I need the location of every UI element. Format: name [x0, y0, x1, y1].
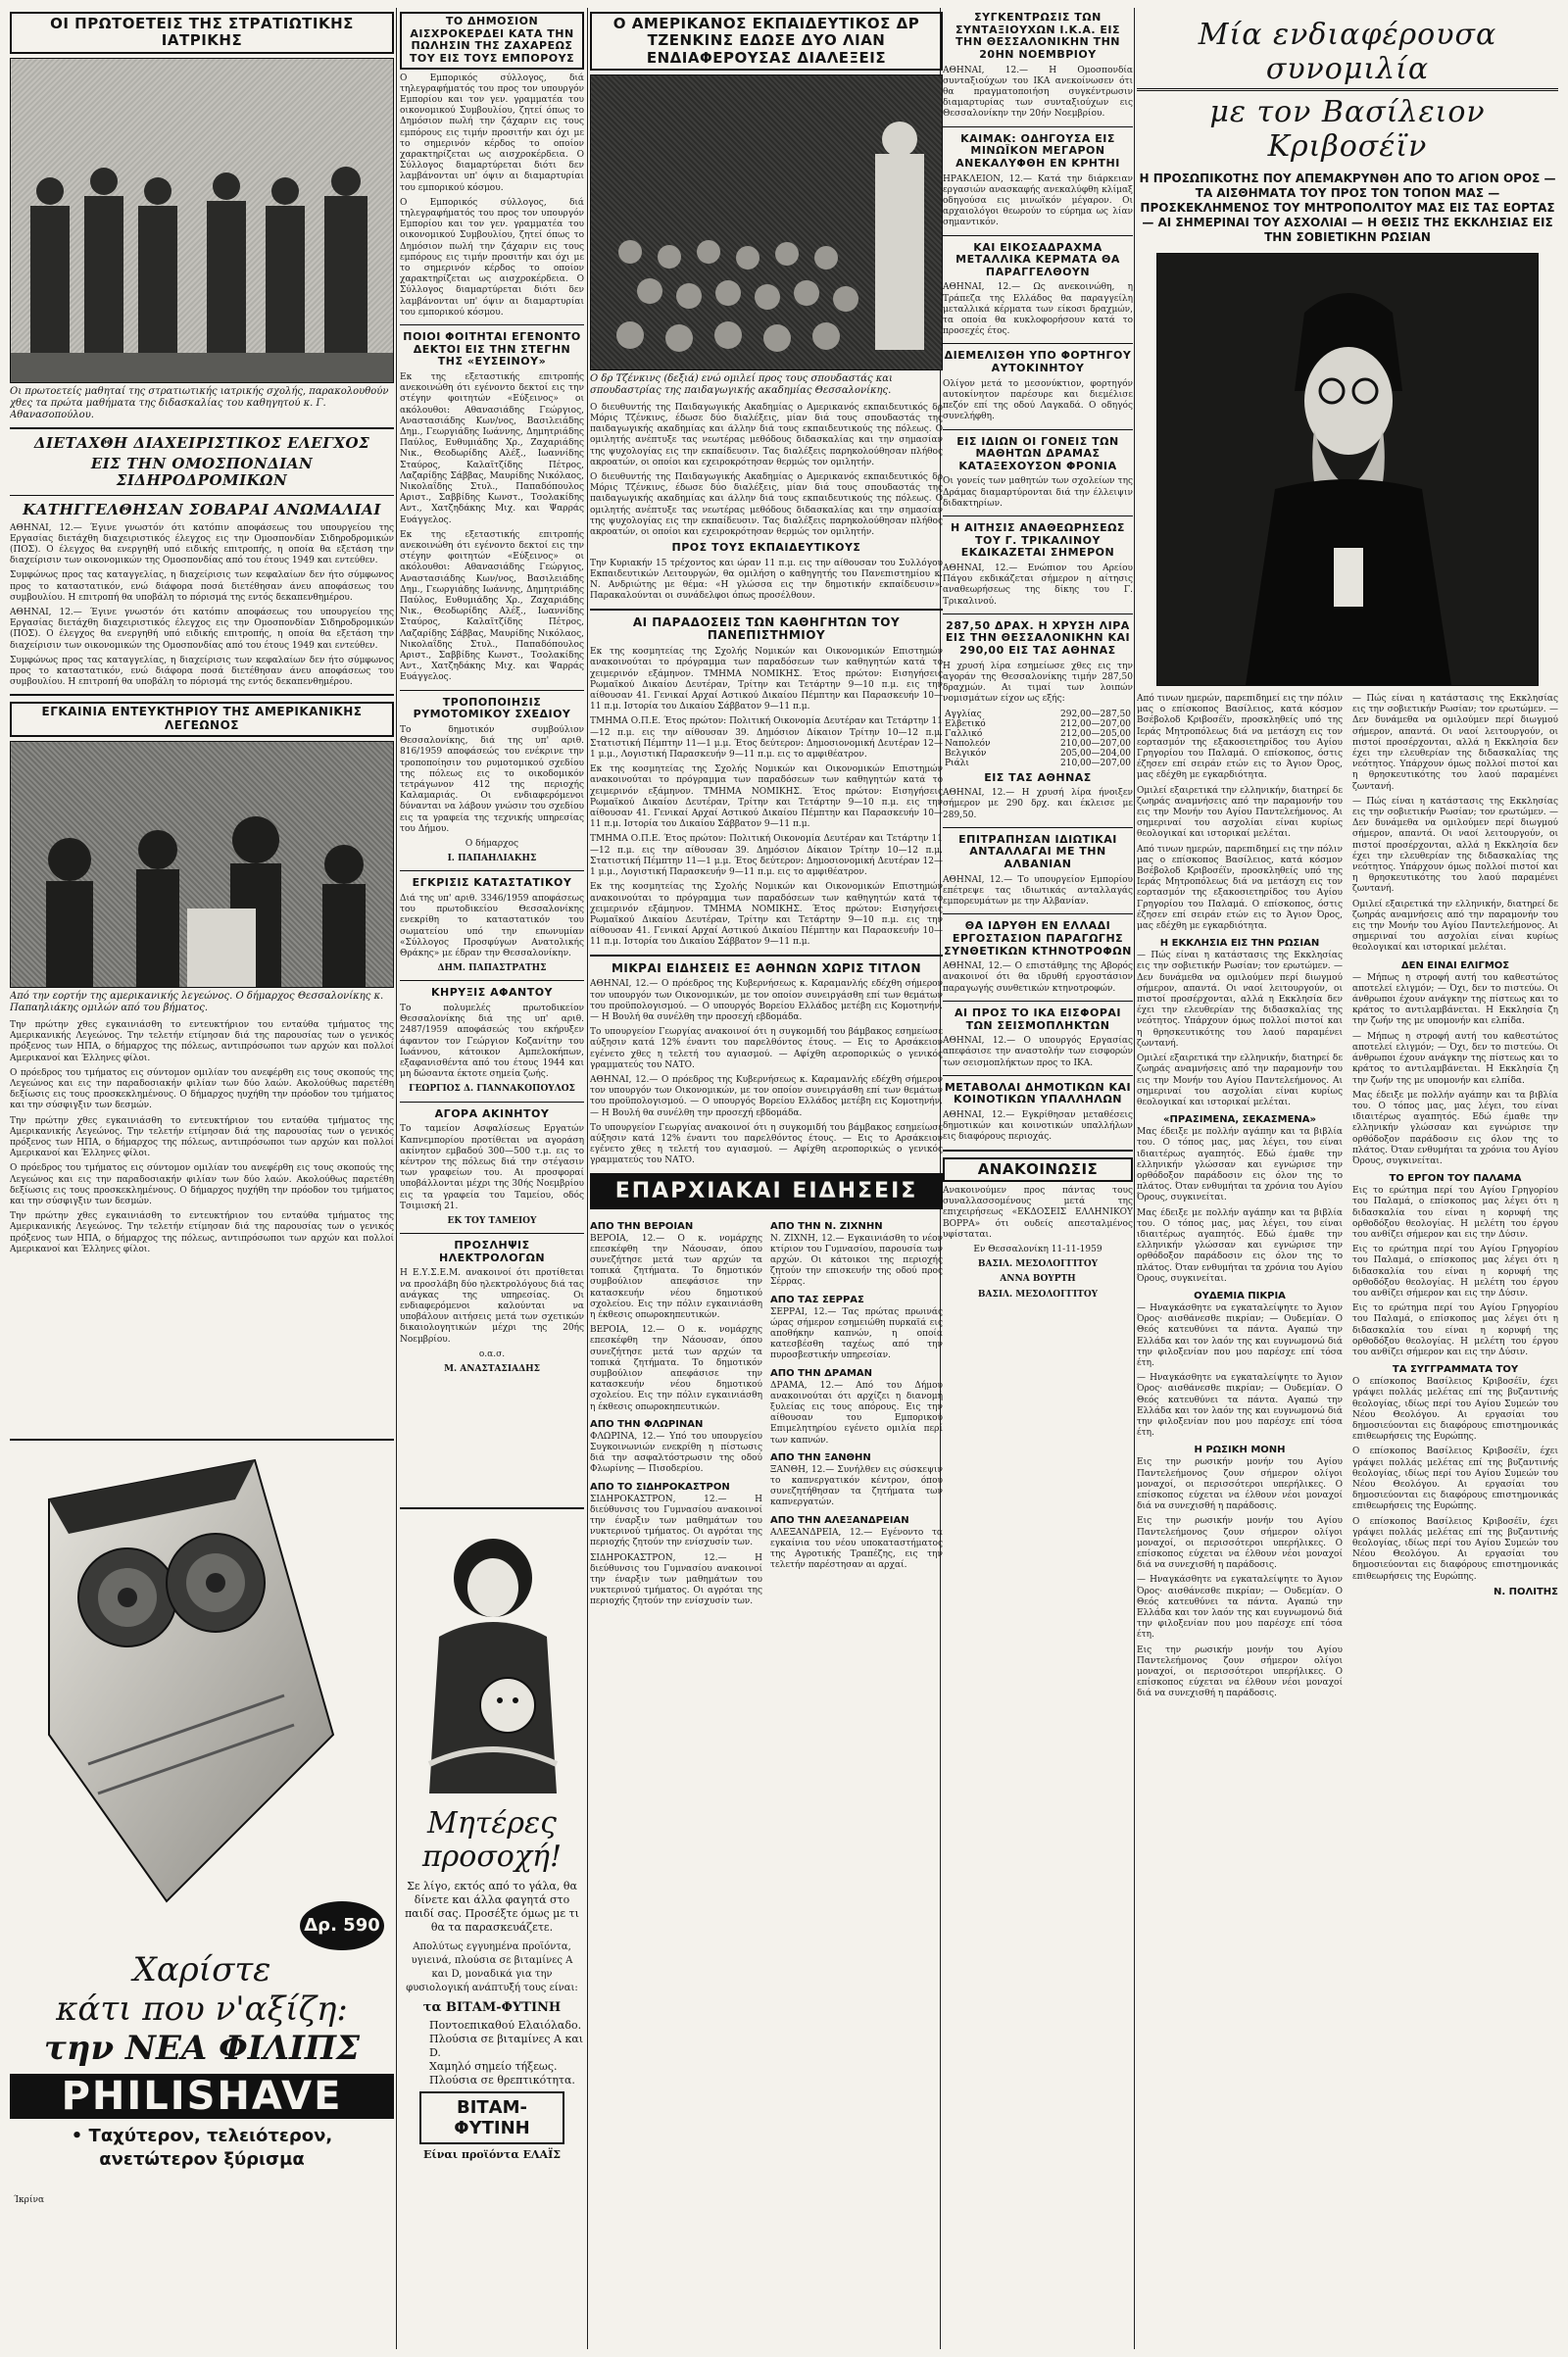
divider: [590, 609, 943, 611]
photo-figures: [591, 75, 943, 369]
article-text: Από τινων ημερών, παρεπιδημεί εις την πόλιν μας ο επίσκοπος Βασίλειος, κατά κόσμον Βσέβολοδ Κριβοσέϊν, προσκληθείς υπό της Ιεράς Μητροπόλεως διά να μετάσχη εις τον εορτασμόν της εξακοσιετηρίδος του Αγίου Γρηγορίου του Παλαμά. Ο επίσκοπος, όστις έζησεν επί σειράν ετών εις το Άγιον Όρος, μας εδέχθη με εγκαρδιότητα.: [1137, 694, 1344, 781]
headline: Ο ΑΜΕΡΙΚΑΝΟΣ ΕΚΠΑΙΔΕΥΤΙΚΟΣ ΔΡ ΤΖΕΝΚΙΝΣ ΕΔΩΣΕ ΔΥΟ ΛΙΑΝ ΕΝΔΙΑΦΕΡΟΥΣΑΣ ΔΙΑΛΕΞΕΙΣ: [590, 12, 943, 71]
headline: ΠΟΙΟΙ ΦΟΙΤΗΤΑΙ ΕΓΕΝΟΝΤΟ ΔΕΚΤΟΙ ΕΙΣ ΤΗΝ ΣΤΕΓΗΝ ΤΗΣ «ΕΥΣΕΙΝΟΥ»: [403, 330, 581, 368]
brand-logo: ΒΙΤΑΜ-ΦΥΤΙΝΗ: [419, 2091, 564, 2144]
feature-title: με τον Βασίλειον Κριβοσέϊν: [1209, 95, 1486, 164]
article-text: Ο πρόεδρος του τμήματος εις σύντομον ομιλίαν του ανεφέρθη εις τους σκοπούς της Λεγεώνος και εις την παραδοσιακήν φιλίαν των δύο λαών. Ακολούθως παρετέθη δεξίωσις εις τους προσκεκλημένους. Ο δήμαρχος ηυχήθη την πρόοδον του τμήματος και την σύσφιγξιν των δεσμών.: [10, 1067, 394, 1111]
headline: ΑΙ ΠΡΟΣ ΤΟ ΙΚΑ ΕΙΣΦΟΡΑΙ ΤΩΝ ΣΕΙΣΜΟΠΛΗΚΤΩΝ: [954, 1006, 1122, 1032]
article-text: Εις την ρωσικήν μονήν του Αγίου Παντελεήμονος ζουν σήμερον ολίγοι μοναχοί, οι περισσότεροι υπερήλικες. Ο επίσκοπος εύχεται να έλθουν νέοι μοναχοί διά να συνεχισθή η παράδοσις.: [1137, 1516, 1343, 1571]
photo-caption: Οι πρωτοετείς μαθηταί της στρατιωτικής ιατρικής σχολής, παρακολουθούν χθες τα πρώτα μαθήματα της διδασκαλίας του καθηγητού κ. Γ. Αθανασοπούλου.: [10, 385, 389, 420]
rate-value: 212,00—207,00: [1060, 718, 1131, 729]
divider: [10, 495, 394, 496]
article-text: Εις την ρωσικήν μονήν του Αγίου Παντελεήμονος ζουν σήμερον ολίγοι μοναχοί, οι περισσότεροι υπερήλικες. Ο επίσκοπος εύχεται να έλθουν νέοι μοναχοί διά να συνεχισθή η παράδοσις.: [1137, 1457, 1343, 1512]
divider: [943, 913, 1133, 914]
article-text: Μας έδειξε με πολλήν αγάπην και τα βιβλία του. Ο τόπος μας, μας λέγει, του είναι ιδιαιτέρως αγαπητός. Εδώ έμαθε την ελληνικήν γλώσσαν και εγνώρισε την ορθόδοξον παράδοσιν εις όλον της το πλάτος. Όταν ενθυμήται τα χρόνια του Αγίου Όρους, συγκινείται.: [1137, 1127, 1343, 1203]
divider: [400, 690, 584, 691]
article-text: ΑΘΗΝΑΙ, 12.— Ως ανεκοινώθη, η Τράπεζα της Ελλάδος θα παραγγείλη μεταλλικά κέρματα των είκοσι δραχμών, τα οποία θα κυκλοφορήσουν κατά το προσεχές έτος.: [943, 282, 1133, 337]
headline: ΟΙ ΠΡΩΤΟΕΤΕΙΣ ΤΗΣ ΣΤΡΑΤΙΩΤΙΚΗΣ ΙΑΤΡΙΚΗΣ: [10, 12, 394, 54]
rate-value: 212,00—205,00: [1060, 728, 1131, 739]
rate-row: [943, 749, 1133, 759]
signature: ο.α.σ.: [478, 1349, 506, 1359]
article-text: Η χρυσή λίρα εσημείωσε χθες εις την αγοράν της Θεσσαλονίκης τιμήν 287,50 δραχμών. Αι τιμαί των λοιπών νομισμάτων είχον ως εξής:: [943, 661, 1133, 705]
article-text: Ομιλεί εξαιρετικά την ελληνικήν, διατηρεί δε ζωηράς αναμνήσεις από την παραμονήν του εις την Μονήν του Αγίου Παντελεήμονος. Αι σημεριναί του ασχολίαι είναι κυρίως θεολογικαί και ιστορικαί μελέται.: [1137, 1054, 1343, 1107]
headline: ΚΑΙ ΕΙΚΟΣΑΔΡΑΧΜΑ ΜΕΤΑΛΛΙΚΑ ΚΕΡΜΑΤΑ ΘΑ ΠΑΡΑΓΓΕΛΘΟΥΝ: [956, 240, 1120, 278]
article-text: Την πρώτην χθες εγκαινιάσθη το εντευκτήριον του ενταύθα τμήματος της Αμερικανικής Λεγεώνος. Την τελετήν ετίμησαν διά της παρουσίας των ο γενικός πρόξενος των ΗΠΑ, ο δήμαρχος της πόλεως, αντιπρόσωποι των αρχών και πολλοί Αμερικανοί και Έλληνες φίλοι.: [10, 1115, 394, 1159]
article-text: Το υπουργείον Γεωργίας ανακοινοί ότι η συγκομιδή του βάμβακος εσημείωσε αύξησιν κατά 12% έναντι του παρελθόντος έτους. — Εις το Αρσάκειον εγένετο χθες η τελετή του αγιασμού. — Αφίχθη αεροπορικώς ο γενικός γραμματεύς του ΝΑΤΟ.: [590, 1027, 943, 1070]
column-5: [1137, 8, 1558, 2350]
headline: ΔΙΕΤΑΧΘΗ ΔΙΑΧΕΙΡΙΣΤΙΚΟΣ ΕΛΕΓΧΟΣ: [33, 433, 370, 452]
column-1: [10, 8, 394, 2350]
divider: [943, 429, 1133, 430]
subheading: Η ΕΚΚΛΗΣΙΑ ΕΙΣ ΤΗΝ ΡΩΣΙΑΝ: [1159, 938, 1320, 950]
article-text: ΑΘΗΝΑΙ, 12.— Ενώπιον του Αρείου Πάγου εκδικάζεται σήμερον η αίτησις αναθεωρήσεως της δίκης του Γ. Τρικαλινού.: [943, 564, 1133, 607]
rate-row: [943, 719, 1133, 729]
subheading: ΤΑ ΣΥΓΓΡΑΜΜΑΤΑ ΤΟΥ: [1392, 1364, 1519, 1376]
feature-body-left: [1137, 694, 1343, 1704]
article-text: Το πολυμελές πρωτοδικείον Θεσσαλονίκης διά της υπ' αριθ. 2487/1959 αποφάσεώς του εκήρυξεν άφαντον τον Γεώργιον Κοζανίτην του Ιωάννου, κάτοικον Αμπελοκήπων, εξαφανισθέντα από του έτους 1944 και μη δώσαντα έκτοτε σημεία ζωής.: [400, 1004, 584, 1080]
article-text: Το ταμείον Ασφαλίσεως Εργατών Καπνεμπορίου προτίθεται να αγοράση ακίνητον εμβαδού 300—500 τ.μ. εις το κέντρον της πόλεως διά την στέγασιν των γραφείων του. Αι προσφοραί υποβάλλονται μέχρι της 30ής Νοεμβρίου εις τα γραφεία του Ταμείου, οδός Τσιμισκή 21.: [400, 1124, 584, 1211]
article-text: — Ηναγκάσθητε να εγκαταλείψητε το Άγιον Όρος· αισθάνεσθε πικρίαν; — Ουδεμίαν. Ο Θεός κατευθύνει τα πάντα. Αγαπώ την Ελλάδα και τον λαόν της και ευγνωμονώ διά την φιλοξενίαν που μου παρέσχε επί τόσα έτη.: [1137, 1302, 1343, 1368]
article-text: ΑΛΕΞΑΝΔΡΕΙΑ, 12.— Εγένοντο τα εγκαίνια του νέου υποκαταστήματος της Αγροτικής Τραπέζης, εις την τελετήν παρέστησαν αι αρχαί.: [770, 1527, 943, 1571]
article-text: ΤΜΗΜΑ Ο.Π.Ε. Έτος πρώτον: Πολιτική Οικονομία Δευτέραν και Τετάρτην 11—12 π.μ. εις την αίθουσαν 39. Δημόσιον Δίκαιον Τρίτην 10—12 π.μ. Στατιστική Πέμπτην 11—1 μ.μ. Έτος δεύτερον: Δημοσιονομική Δευτέραν 12—1 μ.μ., Λογιστική Παρασκευήν 9—11 π.μ. εις το αμφιθέατρον.: [590, 834, 943, 878]
signature: Ο δήμαρχος: [465, 838, 519, 849]
photo-figures: [11, 742, 394, 987]
feature-title: Μία ενδιαφέρουσα συνομιλία: [1198, 18, 1497, 86]
article-text: Ολίγον μετά το μεσονύκτιον, φορτηγόν αυτοκίνητον παρέσυρε και διεμέλισε πεζόν επί της οδού Λαγκαδά. Ο οδηγός συνελήφθη.: [943, 378, 1133, 422]
headline: ΘΑ ΙΔΡΥΘΗ ΕΝ ΕΛΛΑΔΙ ΕΡΓΟΣΤΑΣΙΟΝ ΠΑΡΑΓΩΓΗΣ ΣΥΝΘΕΤΙΚΩΝ ΚΤΗΝΟΤΡΟΦΩΝ: [944, 919, 1132, 958]
divider: [943, 235, 1133, 236]
article-text: Την πρώτην χθες εγκαινιάσθη το εντευκτήριον του ενταύθα τμήματος της Αμερικανικής Λεγεώνος. Την τελετήν ετίμησαν διά της παρουσίας των ο γενικός πρόξενος των ΗΠΑ, ο δήμαρχος της πόλεως, αντιπρόσωποι των αρχών και πολλοί Αμερικανοί και Έλληνες φίλοι.: [10, 1211, 394, 1254]
article-text: ΑΘΗΝΑΙ, 12.— Έγινε γνωστόν ότι κατόπιν αποφάσεως του υπουργείου της Εργασίας διετάχθη διαχειριστικός έλεγχος εις την Ομοσπονδίαν Σιδηροδρομικών (ΠΟΣ). Ο έλεγχος θα ενεργηθή υπό ειδικής επιτροπής, η οποία θα εξετάση την διαχείρισιν των οικονομικών της Ομοσπονδίας από του έτους 1949 και εντεύθεν.: [10, 607, 394, 651]
photo-military-students: [10, 58, 394, 383]
news-place: ΑΠΟ ΤΗΝ ΒΕΡΟΙΑΝ: [590, 1220, 694, 1232]
ad-headline: προσοχή!: [421, 1840, 563, 1874]
article-text: ΑΘΗΝΑΙ, 12.— Ο επιστάθμης της Αβορός ανακοινοί ότι θα ιδρυθή εργοστάσιον παραγωγής συνθετικών κτηνοτροφών.: [943, 961, 1133, 994]
article-text: — Πώς είναι η κατάστασις της Εκκλησίας εις την σοβιετικήν Ρωσίαν; τον ερωτώμεν. — Δεν δυνάμεθα να ομιλούμεν περί διωγμού σήμερον, απαντά. Οι ναοί λειτουργούν, οι πιστοί προσέρχονται, αλλά η Εκκλησία δεν έχει την ελευθερίαν της διδασκαλίας της νεότητος. Υπάρχουν όμως πολλοί πιστοί και η θρησκευτικότης του λαού παραμένει ζωντανή.: [1137, 951, 1343, 1049]
article-text: Οι γονείς των μαθητών των σχολείων της Δράμας διαμαρτύρονται διά την έλλειψιν διδακτηρίων.: [943, 476, 1133, 509]
photo-legion-event: [10, 741, 394, 988]
ad-slogan: την ΝΕΑ ΦΙΛΙΠΣ: [43, 2029, 361, 2068]
author-signature: Ν. ΠΟΛΙΤΗΣ: [1493, 1586, 1558, 1597]
article-text: Ο διευθυντής της Παιδαγωγικής Ακαδημίας ο Αμερικανός εκπαιδευτικός δρ Μόρις Τζένκινς, έδωσε δύο διαλέξεις, μίαν διά τους σπουδαστάς της παιδαγωγικής ακαδημίας και άλλην διά τους εκπαιδευτικούς της πόλεως. Ο ομιλητής ανέπτυξε τας νεωτέρας μεθόδους διδασκαλίας και την σημασίαν της ψυχολογίας εις την εκπαίδευσιν. Τας διαλέξεις παρηκολούθησαν πλήθος ακροατών, οι οποίοι και εχειροκρότησαν θερμώς τον ομιλητήν.: [590, 402, 943, 467]
subheading: ΤΟ ΕΡΓΟΝ ΤΟΥ ΠΑΛΑΜΑ: [1389, 1173, 1522, 1185]
article-text: Διά της υπ' αριθ. 3346/1959 αποφάσεως του πρωτοδικείου Θεσσαλονίκης ενεκρίθη το καταστατικόν του σωματείου υπό την επωνυμίαν «Σύλλογος Προσφύγων Ανατολικής Θράκης» με έδραν την Θεσσαλονίκην.: [400, 894, 584, 959]
rate-value: 210,00—207,00: [1060, 738, 1131, 749]
headline: ΕΙΣ ΤΗΝ ΟΜΟΣΠΟΝΔΙΑΝ ΣΙΔΗΡΟΔΡΟΜΙΚΩΝ: [90, 454, 314, 489]
signature: Ι. ΠΑΠΑΗΛΙΑΚΗΣ: [447, 854, 537, 864]
section-banner: ΕΠΑΡΧΙΑΚΑΙ ΕΙΔΗΣΕΙΣ: [590, 1173, 943, 1209]
brand-logo: PHILISHAVE: [10, 2074, 394, 2119]
article-text: Συμφώνως προς τας καταγγελίας, η διαχείρισις των κεφαλαίων δεν ήτο σύμφωνος προς το καταστατικόν, ενώ διάφορα ποσά διετέθησαν άνευ αποφάσεως του συμβουλίου. Η επιτροπή θα υποβάλη το πόρισμά της εντός δεκαπενθημέρου.: [10, 655, 394, 688]
feature-body: [1137, 694, 1558, 1704]
divider: [590, 955, 943, 957]
news-place: ΑΠΟ ΤΗΝ ΔΡΑΜΑΝ: [770, 1367, 872, 1379]
divider: [400, 1102, 584, 1103]
divider: [10, 427, 394, 429]
ad-body: Απολύτως εγγυημένα προϊόντα, υγιεινά, πλούσια σε βιταμίνες A και D, μοναδικά για την φυσιολογική ανάπτυξή τους είναι:: [406, 1941, 578, 1993]
article-text: — Μήπως η στροφή αυτή του καθεστώτος αποτελεί ελιγμόν; — Όχι, δεν το πιστεύω. Οι άνθρωποι έχουν ανάγκην της πίστεως και το κράτος το αντιλαμβάνεται. Η Εκκλησία ζη την ζωήν της με υπομονήν και ελπίδα.: [1352, 972, 1558, 1027]
rate-name: Αγγλίας: [945, 709, 982, 719]
article-text: — Ηναγκάσθητε να εγκαταλείψητε το Άγιον Όρος· αισθάνεσθε πικρίαν; — Ουδεμίαν. Ο Θεός κατευθύνει τα πάντα. Αγαπώ την Ελλάδα και τον λαόν της και ευγνωμονώ διά την φιλοξενίαν που μου παρέσχε επί τόσα έτη.: [1137, 1575, 1343, 1641]
article-text: ΑΘΗΝΑΙ, 12.— Ο πρόεδρος της Κυβερνήσεως κ. Καραμανλής εδέχθη σήμερον τον υπουργόν των Οικονομικών, με τον οποίον συνειργάσθη επί των θεμάτων του προϋπολογισμού. — Ο υπουργός Βορείου Ελλάδος μετέβη εις Κομοτηνήν. — Η Βουλή θα συνέλθη την προσεχή εβδομάδα.: [590, 979, 943, 1022]
article-text: Εις το ερώτημα περί του Αγίου Γρηγορίου του Παλαμά, ο επίσκοπος μας λέγει ότι η διδασκαλία του είναι η κορυφή της ορθοδόξου θεολογίας. Η μελέτη του έργου του ανθίζει σήμερον και εις την Δύσιν.: [1352, 1303, 1558, 1357]
article-text: ΑΘΗΝΑΙ, 12.— Το υπουργείον Εμπορίου επέτρεψε τας ιδιωτικάς ανταλλαγάς εμπορευμάτων με την Αλβανίαν.: [943, 874, 1133, 908]
vitam-advertisement: [400, 1507, 584, 2350]
article-text: ΒΕΡΟΙΑ, 12.— Ο κ. νομάρχης επεσκέφθη την Νάουσαν, όπου συνεζήτησε μετά των αρχών τα τοπικά ζητήματα. Το δημοτικόν συμβούλιον απεφάσισε την κατασκευήν νέου δημοτικού σχολείου. Εις την πόλιν εγκαινιάσθη η έκθεσις οπωροκηπευτικών.: [590, 1233, 762, 1320]
headline: ΚΗΡΥΞΙΣ ΑΦΑΝΤΟΥ: [430, 986, 554, 1000]
article-text: — Μήπως η στροφή αυτή του καθεστώτος αποτελεί ελιγμόν; — Όχι, δεν το πιστεύω. Οι άνθρωποι έχουν ανάγκην της πίστεως και το κράτος το αντιλαμβάνεται. Η Εκκλησία ζη την ζωήν της με υπομονήν και ελπίδα.: [1352, 1031, 1558, 1086]
article-text: ΣΙΔΗΡΟΚΑΣΤΡΟΝ, 12.— Η διεύθυνσις του Γυμνασίου ανακοινοί την έναρξιν των μαθημάτων του νυκτερινού τμήματος. Οι αγρόται της περιοχής ζητούν την ενίσχυσίν των.: [590, 1494, 762, 1548]
article-text: ΑΘΗΝΑΙ, 12.— Η Ομοσπονδία συνταξιούχων του ΙΚΑ ανεκοίνωσεν ότι θα πραγματοποιήση συγκέντρωσιν διαμαρτυρίας των συνταξιούχων εις Θεσσαλονίκην την 20ήν Νοεμβρίου.: [943, 65, 1133, 120]
article-text: — Πώς είναι η κατάστασις της Εκκλησίας εις την σοβιετικήν Ρωσίαν; τον ερωτώμεν. — Δεν δυνάμεθα να ομιλούμεν περί διωγμού σήμερον, απαντά. Οι ναοί λειτουργούν, οι πιστοί προσέρχονται, αλλά η Εκκλησία δεν έχει την ελευθερίαν της διδασκαλίας της νεότητος. Υπάρχουν όμως πολλοί πιστοί και η θρησκευτικότης του λαού παραμένει ζωντανή.: [1352, 694, 1558, 792]
ad-feature: • Ταχύτερον, τελειότερον,: [71, 2126, 333, 2146]
headline: ΚΑΤΗΓΓΕΛΘΗΣΑΝ ΣΟΒΑΡΑΙ ΑΝΩΜΑΛΙΑΙ: [23, 501, 381, 519]
article-text: ΤΜΗΜΑ Ο.Π.Ε. Έτος πρώτον: Πολιτική Οικονομία Δευτέραν και Τετάρτην 11—12 π.μ. εις την αίθουσαν 39. Δημόσιον Δίκαιον Τρίτην 10—12 π.μ. Στατιστική Πέμπτην 11—1 μ.μ. Έτος δεύτερον: Δημοσιονομική Δευτέραν 12—1 μ.μ., Λογιστική Παρασκευήν 9—11 π.μ. εις το αμφιθέατρον.: [590, 716, 943, 761]
headline: ΤΟ ΔΗΜΟΣΙΟΝ ΑΙΣΧΡΟΚΕΡΔΕΙ ΚΑΤΑ ΤΗΝ ΠΩΛΗΣΙΝ ΤΗΣ ΖΑΧΑΡΕΩΣ ΤΟΥ ΕΙΣ ΤΟΥΣ ΕΜΠΟΡΟΥΣ: [400, 12, 584, 70]
headline: ΑΙ ΠΑΡΑΔΟΣΕΙΣ ΤΩΝ ΚΑΘΗΓΗΤΩΝ ΤΟΥ ΠΑΝΕΠΙΣΤΗΜΙΟΥ: [632, 614, 901, 643]
article-text: Ο Εμπορικός σύλλογος, διά τηλεγραφήματός του προς τον υπουργόν Εμπορίου και τον γεν. γραμματέα του οικονομικού Συμβουλίου, ζητεί όπως το Δημόσιον πωλή την ζάχαριν εις τους εμπόρους εις τιμήν προσιτήν και όχι με το σημερινόν κέρδος το οποίον χαρακτηρίζεται ως αισχροκέρδεια. Ο Σύλλογος διαμαρτύρεται διότι δεν λαμβάνονται υπ' όψιν αι διαμαρτυρίαι του εμπορικού κόσμου.: [400, 197, 584, 318]
ad-feature: Πλούσια σε θρεπτικότητα.: [429, 2074, 575, 2087]
ad-slogan: Χαρίστε: [132, 1950, 271, 1989]
rate-value: 292,00—287,50: [1060, 709, 1131, 719]
article-text: Συμφώνως προς τας καταγγελίας, η διαχείρισις των κεφαλαίων δεν ήτο σύμφωνος προς το καταστατικόν, ενώ διάφορα ποσά διετέθησαν άνευ αποφάσεως του συμβουλίου. Η επιτροπή θα υποβάλη το πόρισμά της εντός δεκαπενθημέρου.: [10, 570, 394, 603]
photo-bishop-portrait: [1156, 253, 1539, 686]
subheading: ΔΕΝ ΕΙΝΑΙ ΕΛΙΓΜΟΣ: [1400, 959, 1510, 971]
provincial-news: [590, 1215, 943, 1612]
provincial-news-left: [590, 1215, 762, 1612]
gold-rates-table: [943, 710, 1133, 768]
divider: [943, 1150, 1133, 1152]
article-text: ΣΕΡΡΑΙ, 12.— Τας πρώτας πρωινάς ώρας σήμερον εσημειώθη πυρκαϊά εις αποθήκην καπνών, η οποία κατεσβέσθη ταχέως από την πυροσβεστικήν υπηρεσίαν.: [770, 1306, 943, 1361]
divider: [1137, 88, 1558, 91]
article-text: Εις την ρωσικήν μονήν του Αγίου Παντελεήμονος ζουν σήμερον ολίγοι μοναχοί, οι περισσότεροι υπερήλικες. Ο επίσκοπος εύχεται να έλθουν νέοι μοναχοί διά να συνεχισθή η παράδοσις.: [1137, 1645, 1343, 1699]
mother-child-illustration-icon: [400, 1509, 584, 1803]
divider: [943, 1075, 1133, 1076]
subheading: ΟΥΔΕΜΙΑ ΠΙΚΡΙΑ: [1194, 1290, 1286, 1301]
headline: ΚΑΙΜΑΚ: ΟΔΗΓΟΥΣΑ ΕΙΣ ΜΙΝΩΪΚΟΝ ΜΕΓΑΡΟΝ ΑΝΕΚΑΛΥΦΘΗ ΕΝ ΚΡΗΤΗΙ: [956, 131, 1120, 170]
headline: ΣΥΓΚΕΝΤΡΩΣΙΣ ΤΩΝ ΣΥΝΤΑΞΙΟΥΧΩΝ Ι.Κ.Α. ΕΙΣ ΤΗΝ ΘΕΣΣΑΛΟΝΙΚΗΝ ΤΗΝ 20ΗΝ ΝΟΕΜΒΡΙΟΥ: [955, 11, 1121, 61]
article-text: ΑΘΗΝΑΙ, 12.— Ο υπουργός Εργασίας απεφάσισε την αναστολήν των εισφορών των σεισμοπλήκτων προς το ΙΚΑ.: [943, 1036, 1133, 1068]
rate-name: Ναπολεόν: [945, 738, 991, 749]
subheading: Η ΡΩΣΙΚΗ ΜΟΝΗ: [1194, 1445, 1286, 1456]
ad-feature: Πλούσια σε βιταμίνες A και D.: [429, 2033, 584, 2059]
headline: ΜΕΤΑΒΟΛΑΙ ΔΗΜΟΤΙΚΩΝ ΚΑΙ ΚΟΙΝΟΤΙΚΩΝ ΥΠΑΛΛΗΛΩΝ: [944, 1080, 1132, 1106]
column-4: [943, 8, 1133, 2350]
article-text: ΣΙΔΗΡΟΚΑΣΤΡΟΝ, 12.— Η διεύθυνσις του Γυμνασίου ανακοινοί την έναρξιν των μαθημάτων του νυκτερινού τμήματος. Οι αγρόται της περιοχής ζητούν την ενίσχυσίν των.: [590, 1552, 762, 1607]
headline: ΑΝΑΚΟΙΝΩΣΙΣ: [943, 1157, 1133, 1182]
article-text: Εκ της εξεταστικής επιτροπής ανεκοινώθη ότι εγένοντο δεκτοί εις την στέγην φοιτητών «Εύξεινος» οι ακόλουθοι: Αθανασιάδης Γεώργιος, Αναστασιάδης Κων/νος, Βασιλειάδης Δημ., Γεωργιάδης Ιωάννης, Δημητριάδης Παύλος, Ευθυμιάδης Χρ., Ζαχαριάδης Νικ., Θεοδωρίδης Αλέξ., Ιωαννίδης Σταύρος, Καλαϊτζίδης Πέτρος, Λαζαρίδης Σάββας, Μαυρίδης Νικόλαος, Νικολαΐδης Στυλ., Παπαδόπουλος Αριστ., Σαββίδης Κωνστ., Τσολακίδης Αντ., Χατζηδάκης Μιχ. και Ψαρράς Ευάγγελος.: [400, 371, 584, 525]
divider: [943, 827, 1133, 828]
signature: ΑΝΝΑ ΒΟΥΡΤΗ: [1000, 1274, 1076, 1285]
divider: [400, 980, 584, 981]
headline: Η ΑΙΤΗΣΙΣ ΑΝΑΘΕΩΡΗΣΕΩΣ ΤΟΥ Γ. ΤΡΙΚΑΛΙΝΟΥ ΕΚΔΙΚΑΖΕΤΑΙ ΣΗΜΕΡΟΝ: [951, 521, 1125, 560]
column-rule: [1134, 8, 1135, 2349]
ad-slogan: κάτι που ν'αξίζη:: [56, 1989, 348, 2029]
ad-feature-list: [400, 2019, 584, 2087]
news-place: ΑΠΟ ΤΗΝ ΦΛΩΡΙΝΑΝ: [590, 1418, 704, 1430]
divider: [943, 126, 1133, 127]
news-place: ΑΠΟ ΤΗΝ ΑΛΕΞΑΝΔΡΕΙΑΝ: [770, 1514, 909, 1526]
article-text: Ο επίσκοπος Βασίλειος Κριβοσέϊν, έχει γράψει πολλάς μελέτας επί της βυζαντινής θεολογίας, ιδίως περί του Αγίου Συμεών του Νέου Θεολόγου. Αι εργασίαι του δημοσιεύονται εις διαφόρους επιστημονικάς επιθεωρήσεις της Ευρώπης.: [1352, 1516, 1558, 1582]
article-text: ΗΡΑΚΛΕΙΟΝ, 12.— Κατά την διάρκειαν εργασιών ανασκαφής ανεκαλύφθη κλίμαξ οδηγούσα εις μινωϊκόν μέγαρον. Οι αρχαιολόγοι θεωρούν το εύρημα ως λίαν σημαντικόν.: [943, 173, 1133, 228]
divider: [400, 324, 584, 325]
column-2: [400, 8, 584, 2350]
article-text: Ο πρόεδρος του τμήματος εις σύντομον ομιλίαν του ανεφέρθη εις τους σκοπούς της Λεγεώνος και εις την παραδοσιακήν φιλίαν των δύο λαών. Ακολούθως παρετέθη δεξίωσις εις τους προσκεκλημένους. Ο δήμαρχος ηυχήθη την πρόοδον του τμήματος και την σύσφιγξιν των δεσμών.: [10, 1163, 394, 1206]
article-text: Την Κυριακήν 15 τρέχοντος και ώραν 11 π.μ. εις την αίθουσαν του Συλλόγου Εκπαιδευτικών Λειτουργών, θα ομιλήση ο καθηγητής του Πανεπιστημίου κ. Ν. Ανδριώτης με θέμα: «Η γλώσσα εις την δημοτικήν εκπαίδευσιν». Παρακαλούνται οι συνάδελφοι όπως προσέλθουν.: [590, 558, 943, 602]
news-place: ΑΠΟ ΤΑΣ ΣΕΡΡΑΣ: [770, 1294, 864, 1305]
headline: ΕΙΣ ΙΔΙΩΝ ΟΙ ΓΟΝΕΙΣ ΤΩΝ ΜΑΘΗΤΩΝ ΔΡΑΜΑΣ ΚΑΤΑΞΕΧΟΥΣΟΝ ΦΡΟΝΙΑ: [956, 434, 1119, 472]
ad-footer: Ίκρίνα: [14, 2195, 45, 2205]
article-text: Ο διευθυντής της Παιδαγωγικής Ακαδημίας ο Αμερικανός εκπαιδευτικός δρ Μόρις Τζένκινς, έδωσε δύο διαλέξεις, μίαν διά τους σπουδαστάς της παιδαγωγικής ακαδημίας και άλλην διά τους εκπαιδευτικούς της πόλεως. Ο ομιλητής ανέπτυξε τας νεωτέρας μεθόδους διδασκαλίας και την σημασίαν της ψυχολογίας εις την εκπαίδευσιν. Τας διαλέξεις παρηκολούθησαν πλήθος ακροατών, οι οποίοι και εχειροκρότησαν θερμώς τον ομιλητήν.: [590, 471, 943, 537]
signature: ΒΑΣΙΛ. ΜΕΣΟΛΟΓΓΙΤΟΥ: [977, 1289, 1099, 1300]
bishop-portrait-icon: [1157, 254, 1539, 685]
headline: ΜΙΚΡΑΙ ΕΙΔΗΣΕΙΣ ΕΞ ΑΘΗΝΩΝ ΧΩΡΙΣ ΤΙΤΛΟΝ: [611, 960, 922, 975]
rate-value: 210,00—207,00: [1060, 758, 1131, 768]
subheading: «ΠΡΑΣΙΜΕΝΑ, ΣΕΚΑΣΜΕΝΑ»: [1163, 1114, 1316, 1126]
headline: ΠΡΟΣ ΤΟΥΣ ΕΚΠΑΙΔΕΥΤΙΚΟΥΣ: [671, 541, 861, 555]
divider: [400, 1233, 584, 1234]
article-text: Ο επίσκοπος Βασίλειος Κριβοσέϊν, έχει γράψει πολλάς μελέτας επί της βυζαντινής θεολογίας, ιδίως περί του Αγίου Συμεών του Νέου Θεολόγου. Αι εργασίαι του δημοσιεύονται εις διαφόρους επιστημονικάς επιθεωρήσεις της Ευρώπης.: [1352, 1447, 1558, 1512]
article-text: Εκ της κοσμητείας της Σχολής Νομικών και Οικονομικών Επιστημών ανακοινούται το πρόγραμμα των παραδόσεων των καθηγητών κατά το χειμερινόν εξάμηνον. ΤΜΗΜΑ ΝΟΜΙΚΗΣ. Έτος πρώτον: Εισηγήσεις Ρωμαϊκού Δικαίου Δευτέραν, Τρίτην και Τετάρτην 9—10 π.μ. εις την αίθουσαν 41. Γενικαί Αρχαί Αστικού Δικαίου Πέμπτην και Παρασκευήν 10—11 π.μ. Ιστορία του Δικαίου Σάββατον 9—11 π.μ.: [590, 882, 943, 948]
rate-name: Βελγικόν: [945, 748, 987, 759]
divider: [943, 1001, 1133, 1002]
article-text: Το υπουργείον Γεωργίας ανακοινοί ότι η συγκομιδή του βάμβακος εσημείωσε αύξησιν κατά 12% έναντι του παρελθόντος έτους. — Εις το Αρσάκειον εγένετο χθες η τελετή του αγιασμού. — Αφίχθη αεροπορικώς ο γενικός γραμματεύς του ΝΑΤΟ.: [590, 1122, 943, 1166]
article-text: Μας έδειξε με πολλήν αγάπην και τα βιβλία του. Ο τόπος μας, μας λέγει, του είναι ιδιαιτέρως αγαπητός. Εδώ έμαθε την ελληνικήν γλώσσαν και εγνώρισε την ορθόδοξον παράδοσιν εις όλον της το πλάτος. Όταν ενθυμήται τα χρόνια του Αγίου Όρους, συγκινείται.: [1137, 1207, 1343, 1284]
article-text: Εκ της κοσμητείας της Σχολής Νομικών και Οικονομικών Επιστημών ανακοινούται το πρόγραμμα των παραδόσεων των καθηγητών κατά το χειμερινόν εξάμηνον. ΤΜΗΜΑ ΝΟΜΙΚΗΣ. Έτος πρώτον: Εισηγήσεις Ρωμαϊκού Δικαίου Δευτέραν, Τρίτην και Τετάρτην 9—10 π.μ. εις την αίθουσαν 41. Γενικαί Αρχαί Αστικού Δικαίου Πέμπτην και Παρασκευήν 10—11 π.μ. Ιστορία του Δικαίου Σάββατον 9—11 π.μ.: [590, 647, 943, 712]
divider: [400, 870, 584, 871]
article-text: Εις το ερώτημα περί του Αγίου Γρηγορίου του Παλαμά, ο επίσκοπος μας λέγει ότι η διδασκαλία του είναι η κορυφή της ορθοδόξου θεολογίας. Η μελέτη του έργου του ανθίζει σήμερον και εις την Δύσιν.: [1352, 1245, 1558, 1299]
news-place: ΑΠΟ ΤΗΝ Ν. ΖΙΧΝΗΝ: [770, 1220, 883, 1232]
article-text: Ομιλεί εξαιρετικά την ελληνικήν, διατηρεί δε ζωηράς αναμνήσεις από την παραμονήν του εις την Μονήν του Αγίου Παντελεήμονος. Αι σημεριναί του ασχολίαι είναι κυρίως θεολογικαί και ιστορικαί μελέται.: [1352, 899, 1558, 954]
article-text: ΒΕΡΟΙΑ, 12.— Ο κ. νομάρχης επεσκέφθη την Νάουσαν, όπου συνεζήτησε μετά των αρχών τα τοπικά ζητήματα. Το δημοτικόν συμβούλιον απεφάσισε την κατασκευήν νέου δημοτικού σχολείου. Εις την πόλιν εγκαινιάσθη η έκθεσις οπωροκηπευτικών.: [590, 1325, 762, 1412]
rate-row: [943, 739, 1133, 749]
rate-name: Ελβετικό: [945, 718, 986, 729]
ad-feature: Χαμηλό σημείο τήξεως.: [429, 2060, 558, 2073]
ad-headline: Μητέρες: [427, 1806, 557, 1841]
feature-body-right: [1352, 694, 1558, 1704]
rate-name: Γαλλικό: [945, 728, 983, 739]
rate-value: 205,00—204,00: [1060, 748, 1131, 759]
article-text: Ανακοινούμεν προς πάντας τους συναλλασσομένους μετά της επιχειρήσεως «ΕΚΔΟΣΕΙΣ ΕΛΛΗΝΙΚΟΥ ΒΟΡΡΑ» ότι ουδείς απεσταλμένος υφίσταται.: [943, 1185, 1133, 1240]
photo-caption: Από την εορτήν της αμερικανικής λεγεώνος. Ο δήμαρχος Θεσσαλονίκης κ. Παπαηλιάκης ομιλών από του βήματος.: [10, 990, 384, 1013]
shaver-illustration-icon: [10, 1441, 394, 1950]
signature: Εν Θεσσαλονίκη 11-11-1959: [973, 1244, 1102, 1254]
news-place: ΑΠΟ ΤΟ ΣΙΔΗΡΟΚΑΣΤΡΟΝ: [590, 1481, 730, 1493]
article-text: ΞΑΝΘΗ, 12.— Συνήλθεν εις σύσκεψιν το καπνεργατικόν κέντρον, όπου συνεζητήθησαν τα ζητήματα των καπνεργατών.: [770, 1464, 943, 1508]
article-text: Ομιλεί εξαιρετικά την ελληνικήν, διατηρεί δε ζωηράς αναμνήσεις από την παραμονήν του εις την Μονήν του Αγίου Παντελεήμονος. Αι σημεριναί του ασχολίαι είναι κυρίως θεολογικαί και ιστορικαί μελέται.: [1137, 785, 1343, 840]
divider: [10, 694, 394, 696]
rate-name: Ριάλι: [945, 758, 969, 768]
article-text: ΑΘΗΝΑΙ, 12.— Εγκρίθησαν μεταθέσεις δημοτικών και κοινοτικών υπαλλήλων εις διαφόρους περιοχάς.: [943, 1110, 1133, 1143]
article-text: Την πρώτην χθες εγκαινιάσθη το εντευκτήριον του ενταύθα τμήματος της Αμερικανικής Λεγεώνος. Την τελετήν ετίμησαν διά της παρουσίας των ο γενικός πρόξενος των ΗΠΑ, ο δήμαρχος της πόλεως, αντιπρόσωποι των αρχών και πολλοί Αμερικανοί και Έλληνες φίλοι.: [10, 1019, 394, 1063]
ad-feature: Ποντοεπικαθού Ελαιόλαδο.: [429, 2019, 582, 2032]
rate-row: [943, 729, 1133, 739]
divider: [943, 343, 1133, 344]
signature: ΒΑΣΙΛ. ΜΕΣΟΛΟΓΓΙΤΟΥ: [977, 1259, 1099, 1270]
headline: ΕΓΚΑΙΝΙΑ ΕΝΤΕΥΚΤΗΡΙΟΥ ΤΗΣ ΑΜΕΡΙΚΑΝΙΚΗΣ ΛΕΓΕΩΝΟΣ: [10, 702, 394, 737]
headline: ΕΙΣ ΤΑΣ ΑΘΗΝΑΣ: [984, 770, 1092, 784]
signature: ΕΚ ΤΟΥ ΤΑΜΕΙΟΥ: [447, 1215, 537, 1226]
article-text: Ο επίσκοπος Βασίλειος Κριβοσέϊν, έχει γράψει πολλάς μελέτας επί της βυζαντινής θεολογίας, ιδίως περί του Αγίου Συμεών του Νέου Θεολόγου. Αι εργασίαι του δημοσιεύονται εις διαφόρους επιστημονικάς επιθεωρήσεις της Ευρώπης.: [1352, 1377, 1558, 1443]
article-text: ΑΘΗΝΑΙ, 12.— Η χρυσή λίρα ήνοιξεν σήμερον με 290 δρχ. και έκλεισε με 289,50.: [943, 788, 1133, 820]
philishave-advertisement: [10, 1439, 394, 2350]
article-text: Εκ της κοσμητείας της Σχολής Νομικών και Οικονομικών Επιστημών ανακοινούται το πρόγραμμα των παραδόσεων των καθηγητών κατά το χειμερινόν εξάμηνον. ΤΜΗΜΑ ΝΟΜΙΚΗΣ. Έτος πρώτον: Εισηγήσεις Ρωμαϊκού Δικαίου Δευτέραν, Τρίτην και Τετάρτην 9—10 π.μ. εις την αίθουσαν 41. Γενικαί Αρχαί Αστικού Δικαίου Πέμπτην και Παρασκευήν 10—11 π.μ. Ιστορία του Δικαίου Σάββατον 9—11 π.μ.: [590, 764, 943, 830]
headline: ΔΙΕΜΕΛΙΣΘΗ ΥΠΟ ΦΟΡΤΗΓΟΥ ΑΥΤΟΚΙΝΗΤΟΥ: [944, 349, 1132, 375]
column-rule: [396, 8, 397, 2349]
provincial-news-right: [770, 1215, 943, 1612]
feature-lead: Η ΠΡΟΣΩΠΙΚΟΤΗΣ ΠΟΥ ΑΠΕΜΑΚΡΥΝΘΗ ΑΠΟ ΤΟ ΑΓΙΟΝ ΟΡΟΣ — ΤΑ ΑΙΣΘΗΜΑΤΑ ΤΟΥ ΠΡΟΣ ΤΟΝ ΤΟΠΟΝ ΜΑΣ — ΠΡΟΣΚΕΚΛΗΜΕΝΟΣ ΤΟΥ ΜΗΤΡΟΠΟΛΙΤΟΥ ΜΑΣ ΕΙΣ ΤΑΣ ΕΟΡΤΑΣ — ΑΙ ΣΗΜΕΡΙΝΑΙ ΤΟΥ ΑΣΧΟΛΙΑΙ — Η ΘΕΣΙΣ ΤΗΣ ΕΚΚΛΗΣΙΑΣ ΕΙΣ ΤΗΝ ΣΟΒΙΕΤΙΚΗΝ ΡΩΣΙΑΝ: [1139, 172, 1556, 244]
headline: ΕΓΚΡΙΣΙΣ ΚΑΤΑΣΤΑΤΙΚΟΥ: [412, 876, 572, 890]
column-rule: [587, 8, 588, 2349]
signature: ΓΕΩΡΓΙΟΣ Δ. ΓΙΑΝΝΑΚΟΠΟΥΛΟΣ: [409, 1084, 575, 1095]
headline: ΕΠΙΤΡΑΠΗΣΑΝ ΙΔΙΩΤΙΚΑΙ ΑΝΤΑΛΛΑΓΑΙ ΜΕ ΤΗΝ ΑΛΒΑΝΙΑΝ: [958, 832, 1117, 871]
column-3: [590, 8, 943, 2350]
ad-feature: ανετώτερον ξύρισμα: [99, 2149, 305, 2170]
headline: ΑΓΟΡΑ ΑΚΙΝΗΤΟΥ: [434, 1106, 550, 1120]
article-text: Ο Εμπορικός σύλλογος, διά τηλεγραφήματός του προς τον υπουργόν Εμπορίου και τον γεν. γραμματέα του οικονομικού Συμβουλίου, ζητεί όπως το Δημόσιον πωλή την ζάχαριν εις τους εμπόρους εις τιμήν προσιτήν και όχι με το σημερινόν κέρδος το οποίον χαρακτηρίζεται ως αισχροκέρδεια. Ο Σύλλογος διαμαρτύρεται διότι δεν λαμβάνονται υπ' όψιν αι διαμαρτυρίαι του εμπορικού κόσμου.: [400, 73, 584, 193]
news-place: ΑΠΟ ΤΗΝ ΞΑΝΘΗΝ: [770, 1451, 871, 1463]
ad-body: Σε λίγο, εκτός από το γάλα, θα δίνετε και άλλα φαγητά στο παιδί σας. Προσέξτε όμως με τι θα τα παρασκευάζετε.: [405, 1880, 579, 1934]
article-text: Εις το ερώτημα περί του Αγίου Γρηγορίου του Παλαμά, ο επίσκοπος μας λέγει ότι η διδασκαλία του είναι η κορυφή της ορθοδόξου θεολογίας. Η μελέτη του έργου του ανθίζει σήμερον και εις την Δύσιν.: [1352, 1186, 1558, 1240]
signature: ΔΗΜ. ΠΑΠΑΣΤΡΑΤΗΣ: [437, 963, 547, 974]
article-text: Ν. ΖΙΧΝΗ, 12.— Εγκαινιάσθη το νέον κτίριον του Γυμνασίου, παρουσία των αρχών. Οι κάτοικοι της περιοχής ζητούν την επισκευήν της οδού προς Σέρρας.: [770, 1233, 943, 1288]
price-badge: Δρ. 590: [300, 1901, 384, 1950]
article-text: Το δημοτικόν συμβούλιον Θεσσαλονίκης, διά της υπ' αριθ. 816/1959 αποφάσεώς του ενέκρινε την τροποποίησιν του ρυμοτομικού σχεδίου της πόλεως εις το οικοδομικόν τετράγωνον 412 της περιοχής Καλαμαριάς. Οι ενδιαφερόμενοι δύνανται να λάβουν γνώσιν του σχεδίου εις τα γραφεία της τεχνικής υπηρεσίας του Δήμου.: [400, 724, 584, 834]
article-text: — Πώς είναι η κατάστασις της Εκκλησίας εις την σοβιετικήν Ρωσίαν; τον ερωτώμεν. — Δεν δυνάμεθα να ομιλούμεν περί διωγμού σήμερον, απαντά. Οι ναοί λειτουργούν, οι πιστοί προσέρχονται, αλλά η Εκκλησία δεν έχει την ελευθερίαν της διδασκαλίας της νεότητος. Υπάρχουν όμως πολλοί πιστοί και η θρησκευτικότης του λαού παραμένει ζωντανή.: [1352, 796, 1558, 895]
article-text: ΦΛΩΡΙΝΑ, 12.— Υπό του υπουργείου Συγκοινωνιών ενεκρίθη η πίστωσις διά την ασφαλτόστρωσιν της οδού Φλωρίνης — Πισοδερίου.: [590, 1431, 762, 1475]
article-text: Μας έδειξε με πολλήν αγάπην και τα βιβλία του. Ο τόπος μας, μας λέγει, του είναι ιδιαιτέρως αγαπητός. Εδώ έμαθε την ελληνικήν γλώσσαν και εγνώρισε την ορθόδοξον παράδοσιν εις όλον της το πλάτος. Όταν ενθυμήται τα χρόνια του Αγίου Όρους, συγκινείται.: [1352, 1090, 1558, 1166]
rate-row: [943, 710, 1133, 719]
headline: 287,50 ΔΡΑΧ. Η ΧΡΥΣΗ ΛΙΡΑ ΕΙΣ ΤΗΝ ΘΕΣΣΑΛΟΝΙΚΗΝ ΚΑΙ 290,00 ΕΙΣ ΤΑΣ ΑΘΗΝΑΣ: [945, 618, 1131, 658]
photo-caption: Ο δρ Τζένκινς (δεξιά) ενώ ομιλεί προς τους σπουδαστάς και σπουδαστρίας της παιδαγωγικής ακαδημίας Θεσσαλονίκης.: [590, 372, 893, 396]
photo-figures: [11, 59, 394, 382]
article-text: ΑΘΗΝΑΙ, 12.— Ο πρόεδρος της Κυβερνήσεως κ. Καραμανλής εδέχθη σήμερον τον υπουργόν των Οικονομικών, με τον οποίον συνειργάσθη επί των θεμάτων του προϋπολογισμού. — Ο υπουργός Βορείου Ελλάδος μετέβη εις Κομοτηνήν. — Η Βουλή θα συνέλθη την προσεχή εβδομάδα.: [590, 1074, 943, 1118]
headline: ΠΡΟΣΛΗΨΙΣ ΗΛΕΚΤΡΟΛΟΓΩΝ: [438, 1239, 546, 1264]
photo-lecture: [590, 74, 943, 370]
headline: ΤΡΟΠΟΠΟΙΗΣΙΣ ΡΥΜΟΤΟΜΙΚΟΥ ΣΧΕΔΙΟΥ: [413, 695, 571, 721]
article-text: ΑΘΗΝΑΙ, 12.— Έγινε γνωστόν ότι κατόπιν αποφάσεως του υπουργείου της Εργασίας διετάχθη διαχειριστικός έλεγχος εις την Ομοσπονδίαν Σιδηροδρομικών (ΠΟΣ). Ο έλεγχος θα ενεργηθή υπό ειδικής επιτροπής, η οποία θα εξετάση την διαχείρισιν των οικονομικών της Ομοσπονδίας από του έτους 1949 και εντεύθεν.: [10, 522, 394, 566]
ad-product: τα ΒΙΤΑΜ-ΦΥΤΙΝΗ: [422, 2000, 562, 2015]
article-text: Η Ε.Υ.Σ.Ε.Μ. ανακοινοί ότι προτίθεται να προσλάβη δύο ηλεκτρολόγους διά τας ανάγκας της υπηρεσίας. Οι ενδιαφερόμενοι καλούνται να υποβάλουν αιτήσεις μετά των σχετικών δικαιολογητικών μέχρι της 20ής Νοεμβρίου.: [400, 1268, 584, 1345]
signature: Μ. ΑΝΑΣΤΑΣΙΑΔΗΣ: [444, 1364, 540, 1375]
article-text: — Ηναγκάσθητε να εγκαταλείψητε το Άγιον Όρος· αισθάνεσθε πικρίαν; — Ουδεμίαν. Ο Θεός κατευθύνει τα πάντα. Αγαπώ την Ελλάδα και τον λαόν της και ευγνωμονώ διά την φιλοξενίαν που μου παρέσχε επί τόσα έτη.: [1137, 1373, 1343, 1439]
article-text: ΔΡΑΜΑ, 12.— Από του Δήμου ανακοινούται ότι αρχίζει η διανομή ξυλείας εις τους απόρους. Εις την αίθουσαν του Εμπορικού Επιμελητηρίου εγένετο ομιλία περί των καπνών.: [770, 1380, 943, 1446]
ad-tagline: Είναι προϊόντα ΕΛΑΪΣ: [422, 2148, 562, 2161]
article-text: Εκ της εξεταστικής επιτροπής ανεκοινώθη ότι εγένοντο δεκτοί εις την στέγην φοιτητών «Εύξεινος» οι ακόλουθοι: Αθανασιάδης Γεώργιος, Αναστασιάδης Κων/νος, Βασιλειάδης Δημ., Γεωργιάδης Ιωάννης, Δημητριάδης Παύλος, Ευθυμιάδης Χρ., Ζαχαριάδης Νικ., Θεοδωρίδης Αλέξ., Ιωαννίδης Σταύρος, Καλαϊτζίδης Πέτρος, Λαζαρίδης Σάββας, Μαυρίδης Νικόλαος, Νικολαΐδης Στυλ., Παπαδόπουλος Αριστ., Σαββίδης Κωνστ., Τσολακίδης Αντ., Χατζηδάκης Μιχ. και Ψαρράς Ευάγγελος.: [400, 529, 584, 683]
article-text: Από τινων ημερών, παρεπιδημεί εις την πόλιν μας ο επίσκοπος Βασίλειος, κατά κόσμον Βσέβολοδ Κριβοσέϊν, προσκληθείς υπό της Ιεράς Μητροπόλεως διά να μετάσχη εις τον εορτασμόν της εξακοσιετηρίδος του Αγίου Γρηγορίου του Παλαμά. Ο επίσκοπος, όστις έζησεν επί σειράν ετών εις το Άγιον Όρος, μας εδέχθη με εγκαρδιότητα.: [1137, 844, 1344, 932]
rate-row: [943, 759, 1133, 768]
